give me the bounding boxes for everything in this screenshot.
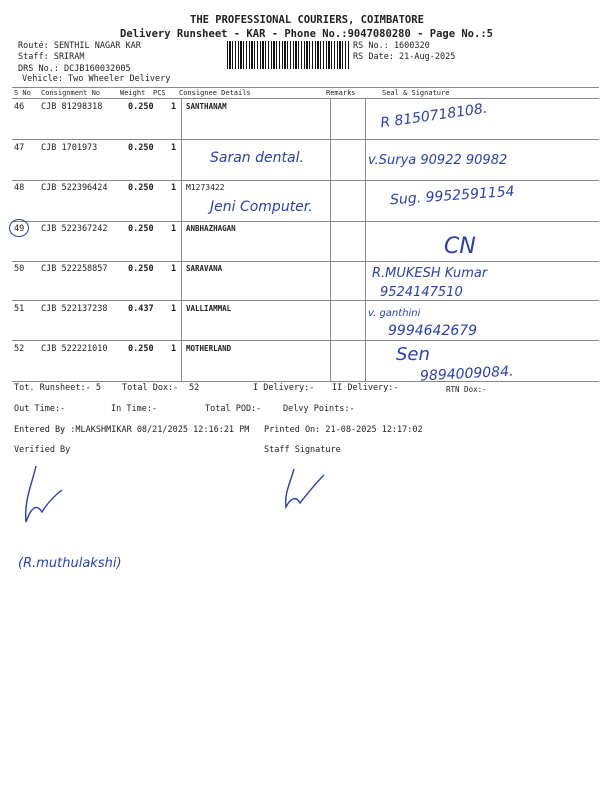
row-pcs: 1 <box>171 264 177 274</box>
handwritten-phone: 9524147510 <box>380 285 463 300</box>
handwritten-signature: R.MUKESH Kumar <box>372 266 488 281</box>
row-weight: 0.437 <box>128 304 154 314</box>
col-sno: S No <box>14 89 31 97</box>
row-consignment-no: CJB 522258857 <box>41 264 108 274</box>
handwritten-consignee: Jeni Computer. <box>210 199 313 215</box>
row-consignment-no: CJB 1701973 <box>41 143 98 153</box>
vehicle-label: Vehicle: Two Wheeler Delivery <box>22 74 171 84</box>
row-weight: 0.250 <box>128 143 154 153</box>
out-time: Out Time:- <box>14 404 66 414</box>
route-label: Routé: SENTHIL NAGAR KAR <box>18 41 141 51</box>
handwritten-signature: Sug. 9952591154 <box>389 183 516 209</box>
rtn-dox: RTN Dox:- <box>446 385 487 394</box>
row-weight: 0.250 <box>128 183 154 193</box>
row-consignee: M1273422 <box>186 183 225 192</box>
row-consignment-no: CJB 522137238 <box>41 304 108 314</box>
row-consignee: VALLIAMMAL <box>186 304 232 313</box>
total-dox-label: Total Dox:- <box>122 383 179 393</box>
handwritten-signature: v.Surya 90922 90982 <box>368 153 508 168</box>
staff-signature-label: Staff Signature <box>264 445 341 455</box>
staff-label: Staff: SRIRAM <box>18 52 85 62</box>
rs-number: RS No.: 1600320 <box>353 41 430 51</box>
row-pcs: 1 <box>171 224 177 234</box>
row-consignment-no: CJB 522367242 <box>41 224 108 234</box>
handwritten-consignee: Saran dental. <box>210 150 304 166</box>
in-time: In Time:- <box>111 404 158 414</box>
col-consignment: Consignment No <box>41 89 101 97</box>
handwritten-name: (R.muthulakshi) <box>18 556 122 571</box>
verified-by: Verified By <box>14 445 71 455</box>
row-sno: 52 <box>14 344 25 354</box>
runsheet-subtitle: Delivery Runsheet - KAR - Phone No.:9047080280 - Page No.:5 <box>120 28 493 40</box>
row-pcs: 1 <box>171 344 177 354</box>
row-sno: 48 <box>14 183 25 193</box>
handwritten-signature: Sen <box>396 344 430 365</box>
row-weight: 0.250 <box>128 224 154 234</box>
col-weight: Weight <box>120 89 146 97</box>
row-pcs: 1 <box>171 304 177 314</box>
row-pcs: 1 <box>171 102 177 112</box>
row-consignee: ANBHAZHAGAN <box>186 224 236 233</box>
handwritten-signature: CN <box>444 234 476 259</box>
row-weight: 0.250 <box>128 344 154 354</box>
total-pod: Total POD:- <box>205 404 262 414</box>
row-weight: 0.250 <box>128 102 154 112</box>
handwritten-phone: 9894009084. <box>419 363 514 385</box>
row-weight: 0.250 <box>128 264 154 274</box>
col-consignee: Consignee Details <box>179 89 251 97</box>
company-title: THE PROFESSIONAL COURIERS, COIMBATORE <box>190 14 424 26</box>
rs-date: RS Date: 21-Aug-2025 <box>353 52 456 62</box>
handwritten-phone: 9994642679 <box>388 323 478 339</box>
staff-signature <box>280 465 330 513</box>
row-sno: 47 <box>14 143 25 153</box>
row-consignment-no: CJB 522221010 <box>41 344 108 354</box>
col-seal-signature: Seal & Signature <box>382 89 450 97</box>
row-sno: 49 <box>14 224 25 234</box>
entered-by: Entered By :MLAKSHMIKAR 08/21/2025 12:16:21 PM <box>14 425 250 435</box>
row-consignee: SANTHANAM <box>186 102 227 111</box>
circle-mark <box>9 219 29 237</box>
verifier-signature <box>18 462 68 532</box>
row-pcs: 1 <box>171 143 177 153</box>
row-consignment-no: CJB 522396424 <box>41 183 108 193</box>
row-sno: 51 <box>14 304 25 314</box>
row-consignee: SARAVANA <box>186 264 223 273</box>
row-consignment-no: CJB 81298318 <box>41 102 103 112</box>
barcode-image <box>227 41 349 69</box>
delvy-points: Delvy Points:- <box>283 404 355 414</box>
row-sno: 50 <box>14 264 25 274</box>
printed-on: Printed On: 21-08-2025 12:17:02 <box>264 425 423 435</box>
handwritten-signature: v. ganthini <box>368 308 421 319</box>
ii-delivery: II Delivery:- <box>332 383 399 393</box>
total-dox-value: 52 <box>189 383 200 393</box>
col-pcs: PCS <box>153 89 166 97</box>
col-remarks: Remarks <box>326 89 356 97</box>
i-delivery: I Delivery:- <box>253 383 315 393</box>
row-sno: 46 <box>14 102 25 112</box>
drs-number: DRS No.: DCJB160032005 <box>18 64 131 74</box>
row-pcs: 1 <box>171 183 177 193</box>
row-consignee: MOTHERLAND <box>186 344 232 353</box>
handwritten-signature: R 8150718108. <box>379 100 489 132</box>
tot-runsheet: Tot. Runsheet:- 5 <box>14 383 101 393</box>
